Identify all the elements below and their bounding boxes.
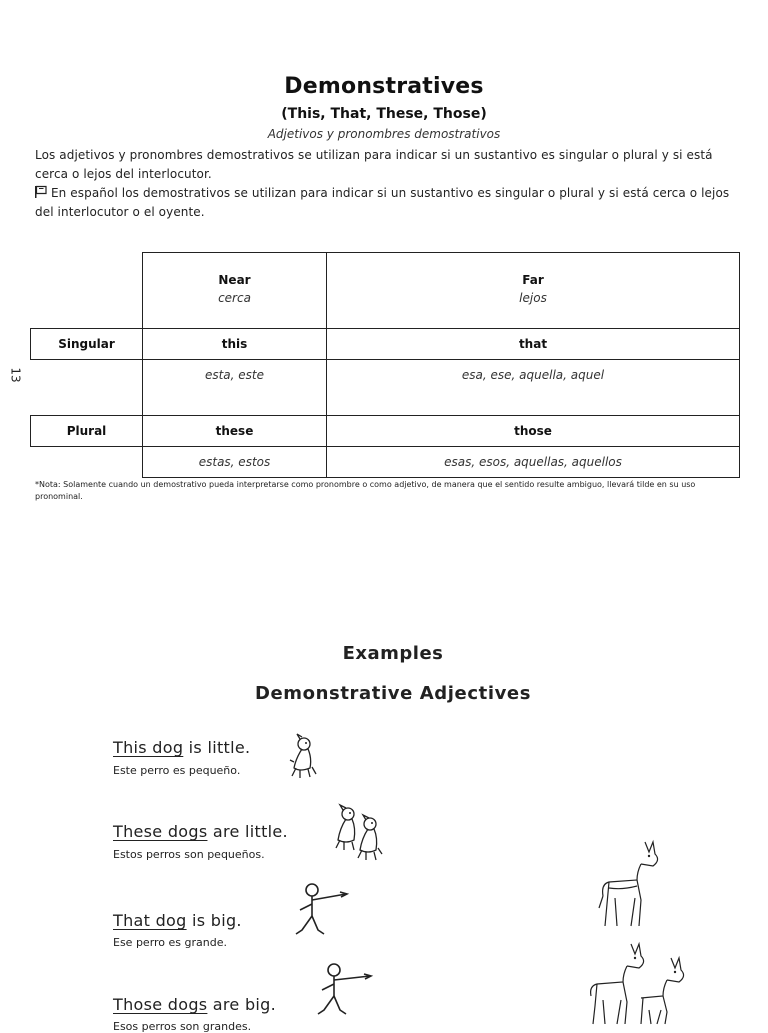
example-phrase: This dog <box>113 738 184 757</box>
example-sentence <box>113 822 288 841</box>
header-near-cell <box>142 252 327 329</box>
header-far-es: lejos <box>519 291 547 305</box>
header-far-en: Far <box>522 273 544 287</box>
row-label-singular <box>30 328 143 360</box>
singular-near-es-cell <box>142 359 327 416</box>
row-label-plural <box>30 415 143 447</box>
singular-far-es-cell <box>326 359 740 416</box>
example-sentence <box>113 911 242 930</box>
plural-near-text: these <box>215 424 254 438</box>
singular-far-cell <box>326 328 740 360</box>
examples-title: Examples <box>342 643 444 664</box>
example-phrase: Those dogs <box>113 995 208 1014</box>
examples-subtitle: Demonstrative Adjectives <box>254 683 532 704</box>
pointing-figure-icon <box>290 880 352 940</box>
singular-near-text: this <box>221 337 248 351</box>
small-dogs-icon <box>330 802 390 862</box>
example-translation: Estos perros son pequeños. <box>113 848 265 861</box>
page-title: Demonstratives <box>284 74 484 99</box>
row-label-singular-text: Singular <box>58 337 115 351</box>
example-phrase: These dogs <box>113 822 208 841</box>
intro-paragraph-1: Los adjetivos y pronombres demostrativos se utilizan para indicar si un sustantivo es singular o plural y si está cerca o lejos del interlocutor. <box>35 148 713 181</box>
intro-paragraph-2 <box>35 184 735 222</box>
intro-paragraph-2-text: En español los demostrativos se utilizan para indicar si un sustantivo es singular o plural y si está cerca o lejos del interlocutor o el oyente. <box>35 186 730 219</box>
example-sentence <box>113 995 276 1014</box>
plural-near-cell <box>142 415 327 447</box>
example-rest: are big. <box>207 995 276 1014</box>
example-translation: Esos perros son grandes. <box>113 1020 252 1033</box>
example-rest: is little. <box>183 738 251 757</box>
plural-far-text: those <box>514 424 552 438</box>
header-far-cell <box>326 252 740 329</box>
footnote: *Nota: Solamente cuando un demostrativo pueda interpretarse como pronombre o como adjetivo, de manera que el sentido resulte ambiguo, llevará tilde en su uso pronominal. <box>35 480 696 501</box>
plural-far-es-text: esas, esos, aquellas, aquellos <box>444 455 622 469</box>
flag-icon <box>35 186 47 198</box>
header-near-en: Near <box>218 273 251 287</box>
singular-far-es-text: esa, ese, aquella, aquel <box>461 368 605 382</box>
row-label-plural-text: Plural <box>66 424 107 438</box>
singular-far-text: that <box>518 337 548 351</box>
example-rest: are little. <box>207 822 288 841</box>
plural-near-es-cell <box>142 446 327 478</box>
example-rest: is big. <box>186 911 242 930</box>
singular-near-es-text: esta, este <box>204 368 265 382</box>
page-subtitle-spanish: Adjetivos y pronombres demostrativos <box>267 127 501 141</box>
pointing-figure-icon <box>312 962 374 1022</box>
header-near-es: cerca <box>218 291 251 305</box>
example-sentence <box>113 738 250 757</box>
small-dog-icon <box>282 732 322 780</box>
big-dogs-icon <box>585 940 695 1024</box>
singular-near-cell <box>142 328 327 360</box>
plural-far-es-cell <box>326 446 740 478</box>
page-subtitle: (This, That, These, Those) <box>281 106 487 122</box>
page-number: 13 <box>8 367 23 383</box>
example-translation: Ese perro es grande. <box>113 936 227 949</box>
example-phrase: That dog <box>113 911 187 930</box>
plural-near-es-text: estas, estos <box>198 455 271 469</box>
plural-far-cell <box>326 415 740 447</box>
big-dog-icon <box>595 838 667 930</box>
example-translation: Este perro es pequeño. <box>113 764 241 777</box>
